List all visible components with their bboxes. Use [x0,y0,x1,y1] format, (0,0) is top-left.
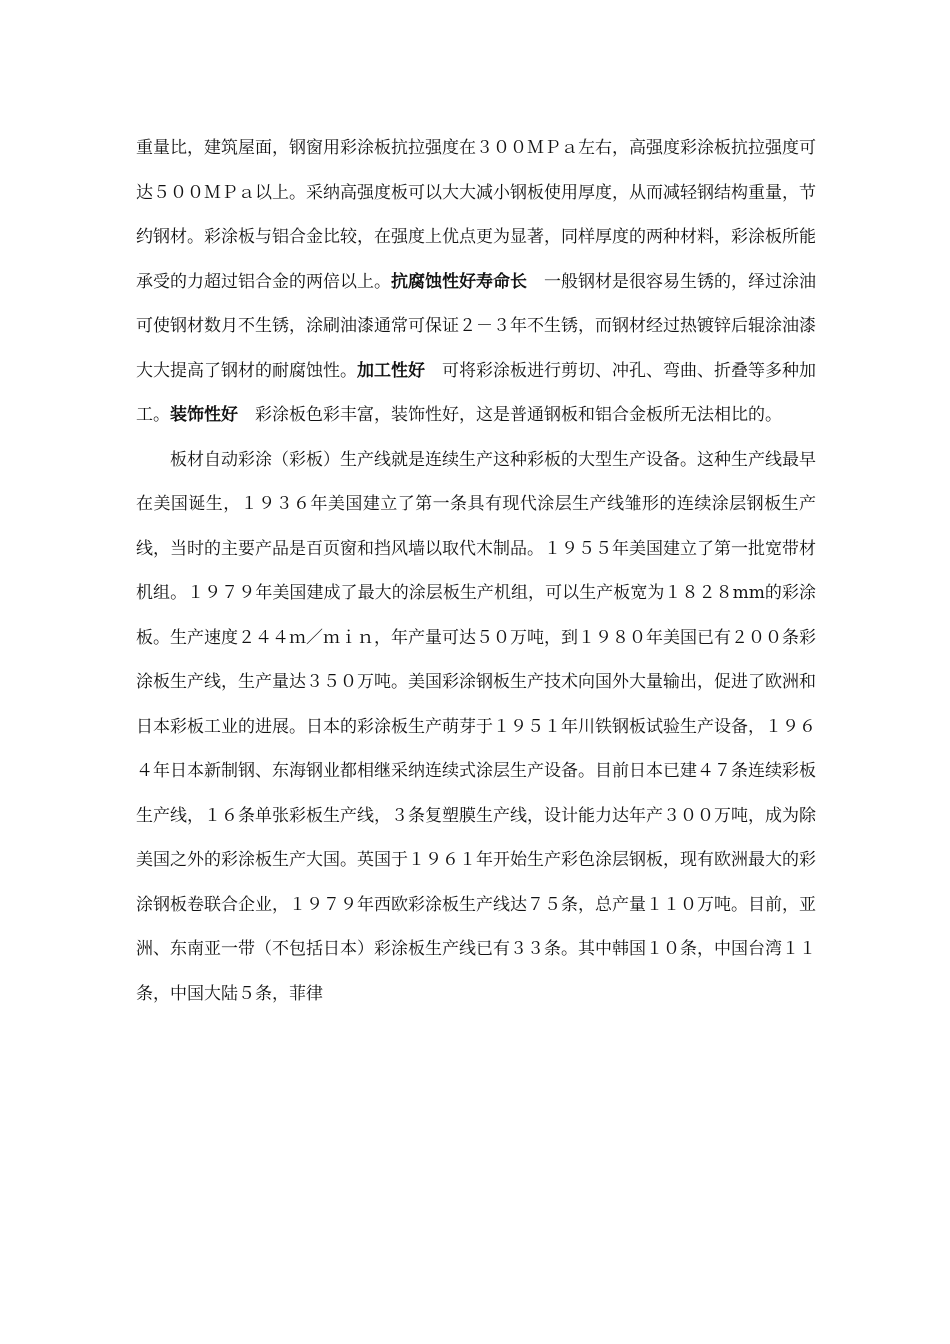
workability-text: 可将彩涂板进行剪切、冲孔、弯曲、折叠等多种加工。 [136,360,816,425]
strength-text: 重量比，建筑屋面，钢窗用彩涂板抗拉强度在３００ＭＰａ左右，高强度彩涂板抗拉强度可达５００ＭＰａ以上。采纳高强度板可以大大减小钢板使用厚度，从而减轻钢结构重量，节约钢材。彩涂板与铝合金比较，在强度上优点更为显著，同样厚度的两种材料，彩涂板所能承受的力超过铝合金的两倍以上。 [136,138,816,292]
heading-decorative: 装饰性好 [170,405,238,425]
paragraph-history: 板材自动彩涂（彩板）生产线就是连续生产这种彩板的大型生产设备。这种生产线最早在美国诞生，１９３６年美国建立了第一条具有现代涂层生产线雏形的连续涂层钢板生产线，当时的主要产品是百页窗和挡风墙以取代木制品。１９５５年美国建立了第一批宽带材机组。１９７９年美国建成了最大的涂层板生产机组，可以生产板宽为１８２８mm的彩涂板。生产速度２４４ｍ／ｍｉｎ，年产量可达５０万吨，到１９８０年美国已有２００条彩涂板生产线，生产量达３５０万吨。美国彩涂钢板生产技术向国外大量输出，促进了欧洲和日本彩板工业的进展。日本的彩涂板生产萌芽于１９５１年川铁钢板试验生产设备，１９６４年日本新制钢、东海钢业都相继采纳连续式涂层生产设备。目前日本已建４７条连续彩板生产线，１６条单张彩板生产线，３条复塑膜生产线，设计能力达年产３００万吨，成为除美国之外的彩涂板生产大国。英国于１９６１年开始生产彩色涂层钢板，现有欧洲最大的彩涂钢板卷联合企业，１９７９年西欧彩涂板生产线达７５条，总产量１１０万吨。目前，亚洲、东南亚一带（不包括日本）彩涂板生产线已有３３条。其中韩国１０条，中国台湾１１条，中国大陆５条，菲律 [136,449,816,1004]
document-body [136,126,816,1016]
heading-workability: 加工性好 [357,360,425,381]
decorative-text: 彩涂板色彩丰富，装饰性好，这是普通钢板和铝合金板所无法相比的。 [255,405,782,425]
paragraph-properties [136,126,816,438]
corrosion-text: 一般钢材是很容易生锈的，绎过涂油可使钢材数月不生锈，涂刷油漆通常可保证２－３年不生锈，而钢材经过热镀锌后辊涂油漆大大提高了钢材的耐腐蚀性。 [136,271,816,381]
heading-corrosion-resistance: 抗腐蚀性好寿命长 [391,271,527,292]
